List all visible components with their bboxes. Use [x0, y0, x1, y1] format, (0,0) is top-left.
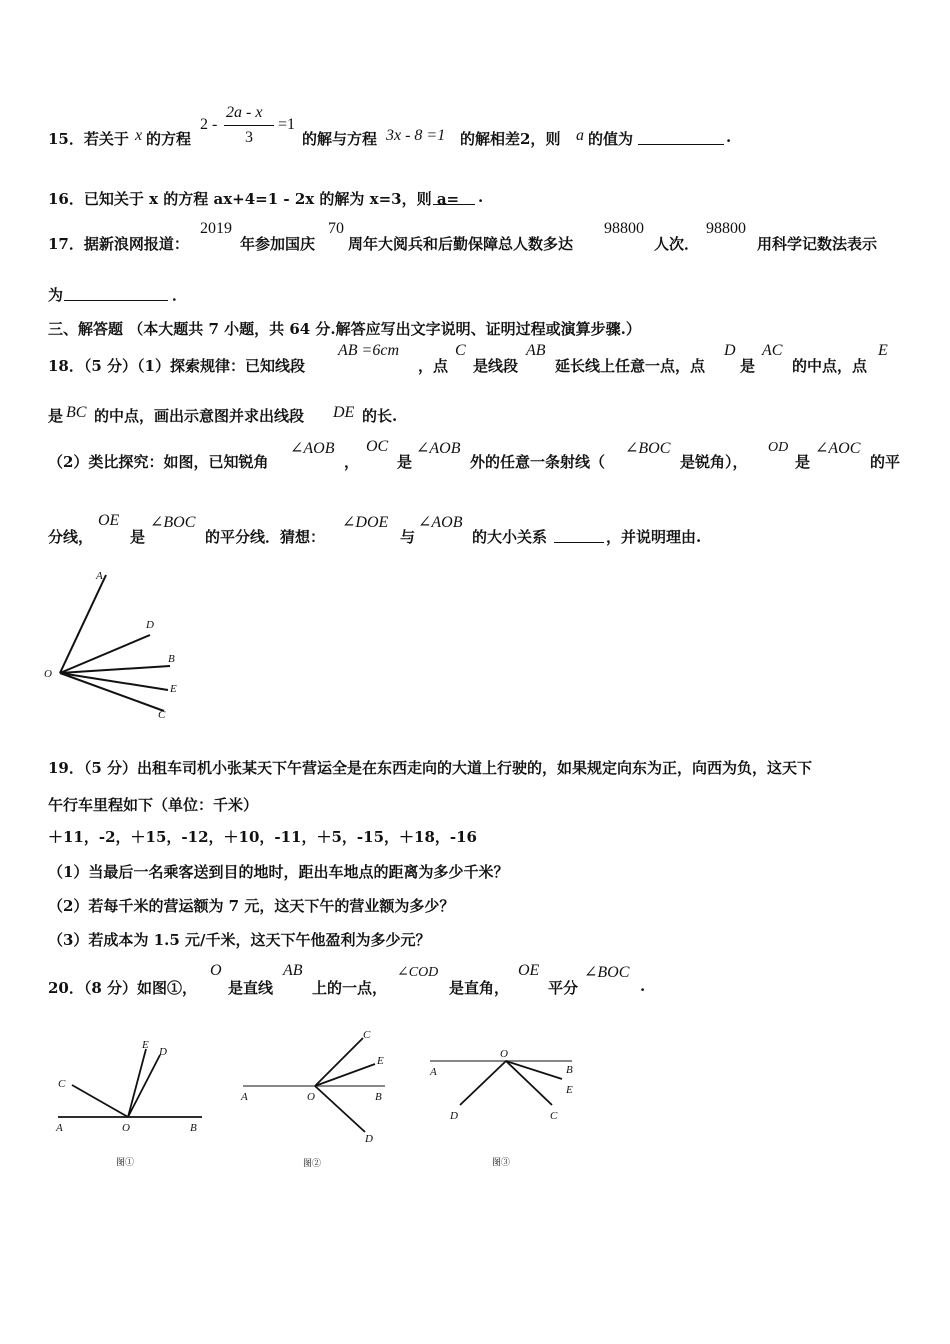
q20-angBOC: ∠BOC	[584, 964, 630, 981]
q18-angBOC2: ∠BOC	[150, 514, 196, 531]
q19-l1: 19．（5 分）出租车司机小张某天下午营运全是在东西走向的大道上行驶的，如果规定向东为正，向西为负，这天下	[48, 759, 813, 777]
q18-l3c: 外的任意一条射线（	[470, 453, 606, 471]
q16-text: 16．已知关于 x 的方程 ax+4=1 - 2x 的解为 x=3，则 a=	[48, 190, 460, 208]
caption-fig2: 图②	[303, 1158, 322, 1168]
q18-l3f: 的平	[870, 453, 901, 471]
q15-eq-right: =1	[278, 116, 296, 133]
q17-t2: 周年大阅兵和后勤保障总人数多达	[348, 235, 574, 253]
label-B: B	[375, 1091, 382, 1103]
q20-AB: AB	[283, 962, 303, 979]
q17-t4: 用科学记数法表示	[757, 235, 878, 253]
q16-answer-blank	[433, 190, 475, 205]
caption-fig3: 图③	[492, 1157, 511, 1167]
q17-answer-blank	[64, 286, 168, 301]
ray-OC	[315, 1038, 363, 1086]
q20-figure-3	[420, 1045, 590, 1170]
q19-part2: （2）若每千米的营运额为 7 元，这天下午的营业额为多少？	[48, 897, 455, 915]
label-D: D	[450, 1110, 458, 1122]
q18-angAOB: ∠AOB	[290, 440, 335, 457]
q17-70: 70	[328, 220, 344, 237]
q20-b: 是直线	[228, 979, 274, 997]
q18-l3a: （2）类比探究：如图，已知锐角	[48, 453, 269, 471]
q18-angAOC: ∠AOC	[815, 440, 861, 457]
ray-OE	[60, 673, 168, 690]
q18-l4f: ，并说明理由.	[606, 528, 702, 546]
q19-part3: （3）若成本为 1.5 元/千米，这天下午他盈利为多少元？	[48, 931, 431, 949]
ray-OE	[315, 1064, 375, 1086]
q18-l4a: 分线，	[48, 528, 94, 546]
q18-l4c: 的平分线．猜想：	[205, 528, 326, 546]
q18-l2a: 是	[48, 407, 64, 425]
q15-end: .	[726, 128, 732, 146]
q18-l3d: 是锐角），	[680, 453, 748, 471]
label-O: O	[122, 1122, 130, 1134]
q16-end: .	[478, 188, 484, 206]
q20-c: 上的一点，	[312, 979, 388, 997]
q20-a: 20．（8 分）如图①，	[48, 979, 198, 997]
q18-AB: AB	[526, 342, 546, 359]
q18-DE: DE	[333, 404, 355, 421]
q15-frac-num: 2a - x	[226, 104, 263, 121]
q20-OE: OE	[518, 962, 540, 979]
ray-OA	[60, 575, 106, 673]
q18-l2c: 的长.	[362, 407, 398, 425]
q19-mileage: ＋11，-2，＋15，-12，＋10，-11，＋5，-15，＋18，-16	[48, 828, 477, 846]
label-B: B	[566, 1064, 573, 1076]
q15-text4: 的值为	[588, 130, 634, 148]
q18-l1b: ，点	[418, 357, 449, 375]
q17-prefix: 17．据新浪网报道：	[48, 235, 189, 253]
ray-OD	[460, 1061, 506, 1105]
q15-frac-den: 3	[245, 129, 253, 146]
q15-text1: 的方程	[146, 130, 192, 148]
q15-eq2: 3x - 8 =1	[386, 127, 446, 144]
label-A: A	[241, 1091, 248, 1103]
ray-OD	[128, 1055, 160, 1117]
q18-angBOC: ∠BOC	[625, 440, 671, 457]
q17-t1: 年参加国庆	[240, 235, 316, 253]
q18-D: D	[724, 342, 736, 359]
q18-OE: OE	[98, 512, 120, 529]
q18-figure	[40, 565, 190, 725]
q15-frac-bar	[224, 125, 274, 126]
q18-l2b: 的中点，画出示意图并求出线段	[94, 407, 305, 425]
q20-d: 是直角，	[449, 979, 510, 997]
q18-OD: OD	[768, 440, 789, 455]
label-E: E	[142, 1039, 149, 1051]
label-A: A	[56, 1122, 63, 1134]
q18-comma: ，	[344, 453, 360, 471]
q15-answer-blank	[638, 130, 724, 145]
q17-num2: 98800	[706, 220, 746, 237]
q20-figure-2	[235, 1020, 400, 1170]
q17-end: ．	[172, 286, 188, 304]
label-B: B	[190, 1122, 197, 1134]
q18-answer-blank	[554, 528, 604, 543]
q18-angAOB2: ∠AOB	[416, 440, 461, 457]
q18-l3b: 是	[397, 453, 413, 471]
q19-l2: 午行车里程如下（单位：千米）	[48, 796, 259, 814]
ray-OC	[72, 1085, 128, 1117]
label-B: B	[168, 653, 175, 665]
section-3-title: 三、解答题 （本大题共 7 小题，共 64 分.解答应写出文字说明、证明过程或演算步骤.）	[48, 320, 641, 338]
q18-l3e: 是	[795, 453, 811, 471]
q15-text2: 的解与方程	[302, 130, 378, 148]
label-C: C	[158, 709, 166, 721]
q18-E: E	[878, 342, 888, 359]
q18-l1f: 的中点，点	[792, 357, 868, 375]
q17-num1: 98800	[604, 220, 644, 237]
label-C: C	[58, 1078, 66, 1090]
label-O: O	[307, 1091, 315, 1103]
q15-var-x: x	[135, 127, 143, 144]
q18-l1d: 延长线上任意一点，点	[555, 357, 706, 375]
label-O: O	[44, 668, 52, 680]
q18-ab6: AB =6cm	[338, 342, 399, 359]
q17-year: 2019	[200, 220, 232, 237]
q17-line2: 为	[48, 286, 64, 304]
q18-C: C	[455, 342, 466, 359]
q15-prefix: 15．若关于	[48, 130, 129, 148]
label-D: D	[365, 1133, 373, 1145]
q18-BC: BC	[66, 404, 87, 421]
q18-l4e: 的大小关系	[472, 528, 548, 546]
q17-t3: 人次．	[654, 235, 700, 253]
label-E: E	[377, 1055, 384, 1067]
q15-var-a: a	[576, 127, 584, 144]
q20-e: 平分	[548, 979, 579, 997]
q18-angDOE: ∠DOE	[342, 514, 389, 531]
ray-OD	[315, 1086, 365, 1132]
label-D: D	[159, 1046, 167, 1058]
label-E: E	[170, 683, 177, 695]
caption-fig1: 图①	[116, 1157, 135, 1167]
q18-OC: OC	[366, 438, 389, 455]
label-O: O	[500, 1048, 508, 1060]
label-D: D	[146, 619, 154, 631]
q20-O: O	[210, 962, 222, 979]
q18-l1a: 18．（5 分）（1）探索规律：已知线段	[48, 357, 305, 375]
label-E: E	[566, 1084, 573, 1096]
label-C: C	[550, 1110, 558, 1122]
q15-eq-left: 2 -	[200, 116, 218, 133]
label-A: A	[96, 570, 103, 582]
label-C: C	[363, 1029, 371, 1041]
q20-f: .	[640, 977, 646, 995]
label-A: A	[430, 1066, 437, 1078]
q20-angCOD: ∠COD	[397, 965, 439, 980]
q15-text3: 的解相差2，则	[460, 130, 561, 148]
q18-l4d: 与	[400, 528, 416, 546]
q18-l1c: 是线段	[473, 357, 519, 375]
q18-angAOB3: ∠AOB	[418, 514, 463, 531]
q20-figure-1	[50, 1035, 210, 1170]
q19-part1: （1）当最后一名乘客送到目的地时，距出车地点的距离为多少千米？	[48, 863, 509, 881]
ray-OE	[128, 1049, 146, 1117]
q18-AC: AC	[762, 342, 783, 359]
q18-l4b: 是	[130, 528, 146, 546]
q18-l1e: 是	[740, 357, 756, 375]
ray-OC	[60, 673, 164, 711]
